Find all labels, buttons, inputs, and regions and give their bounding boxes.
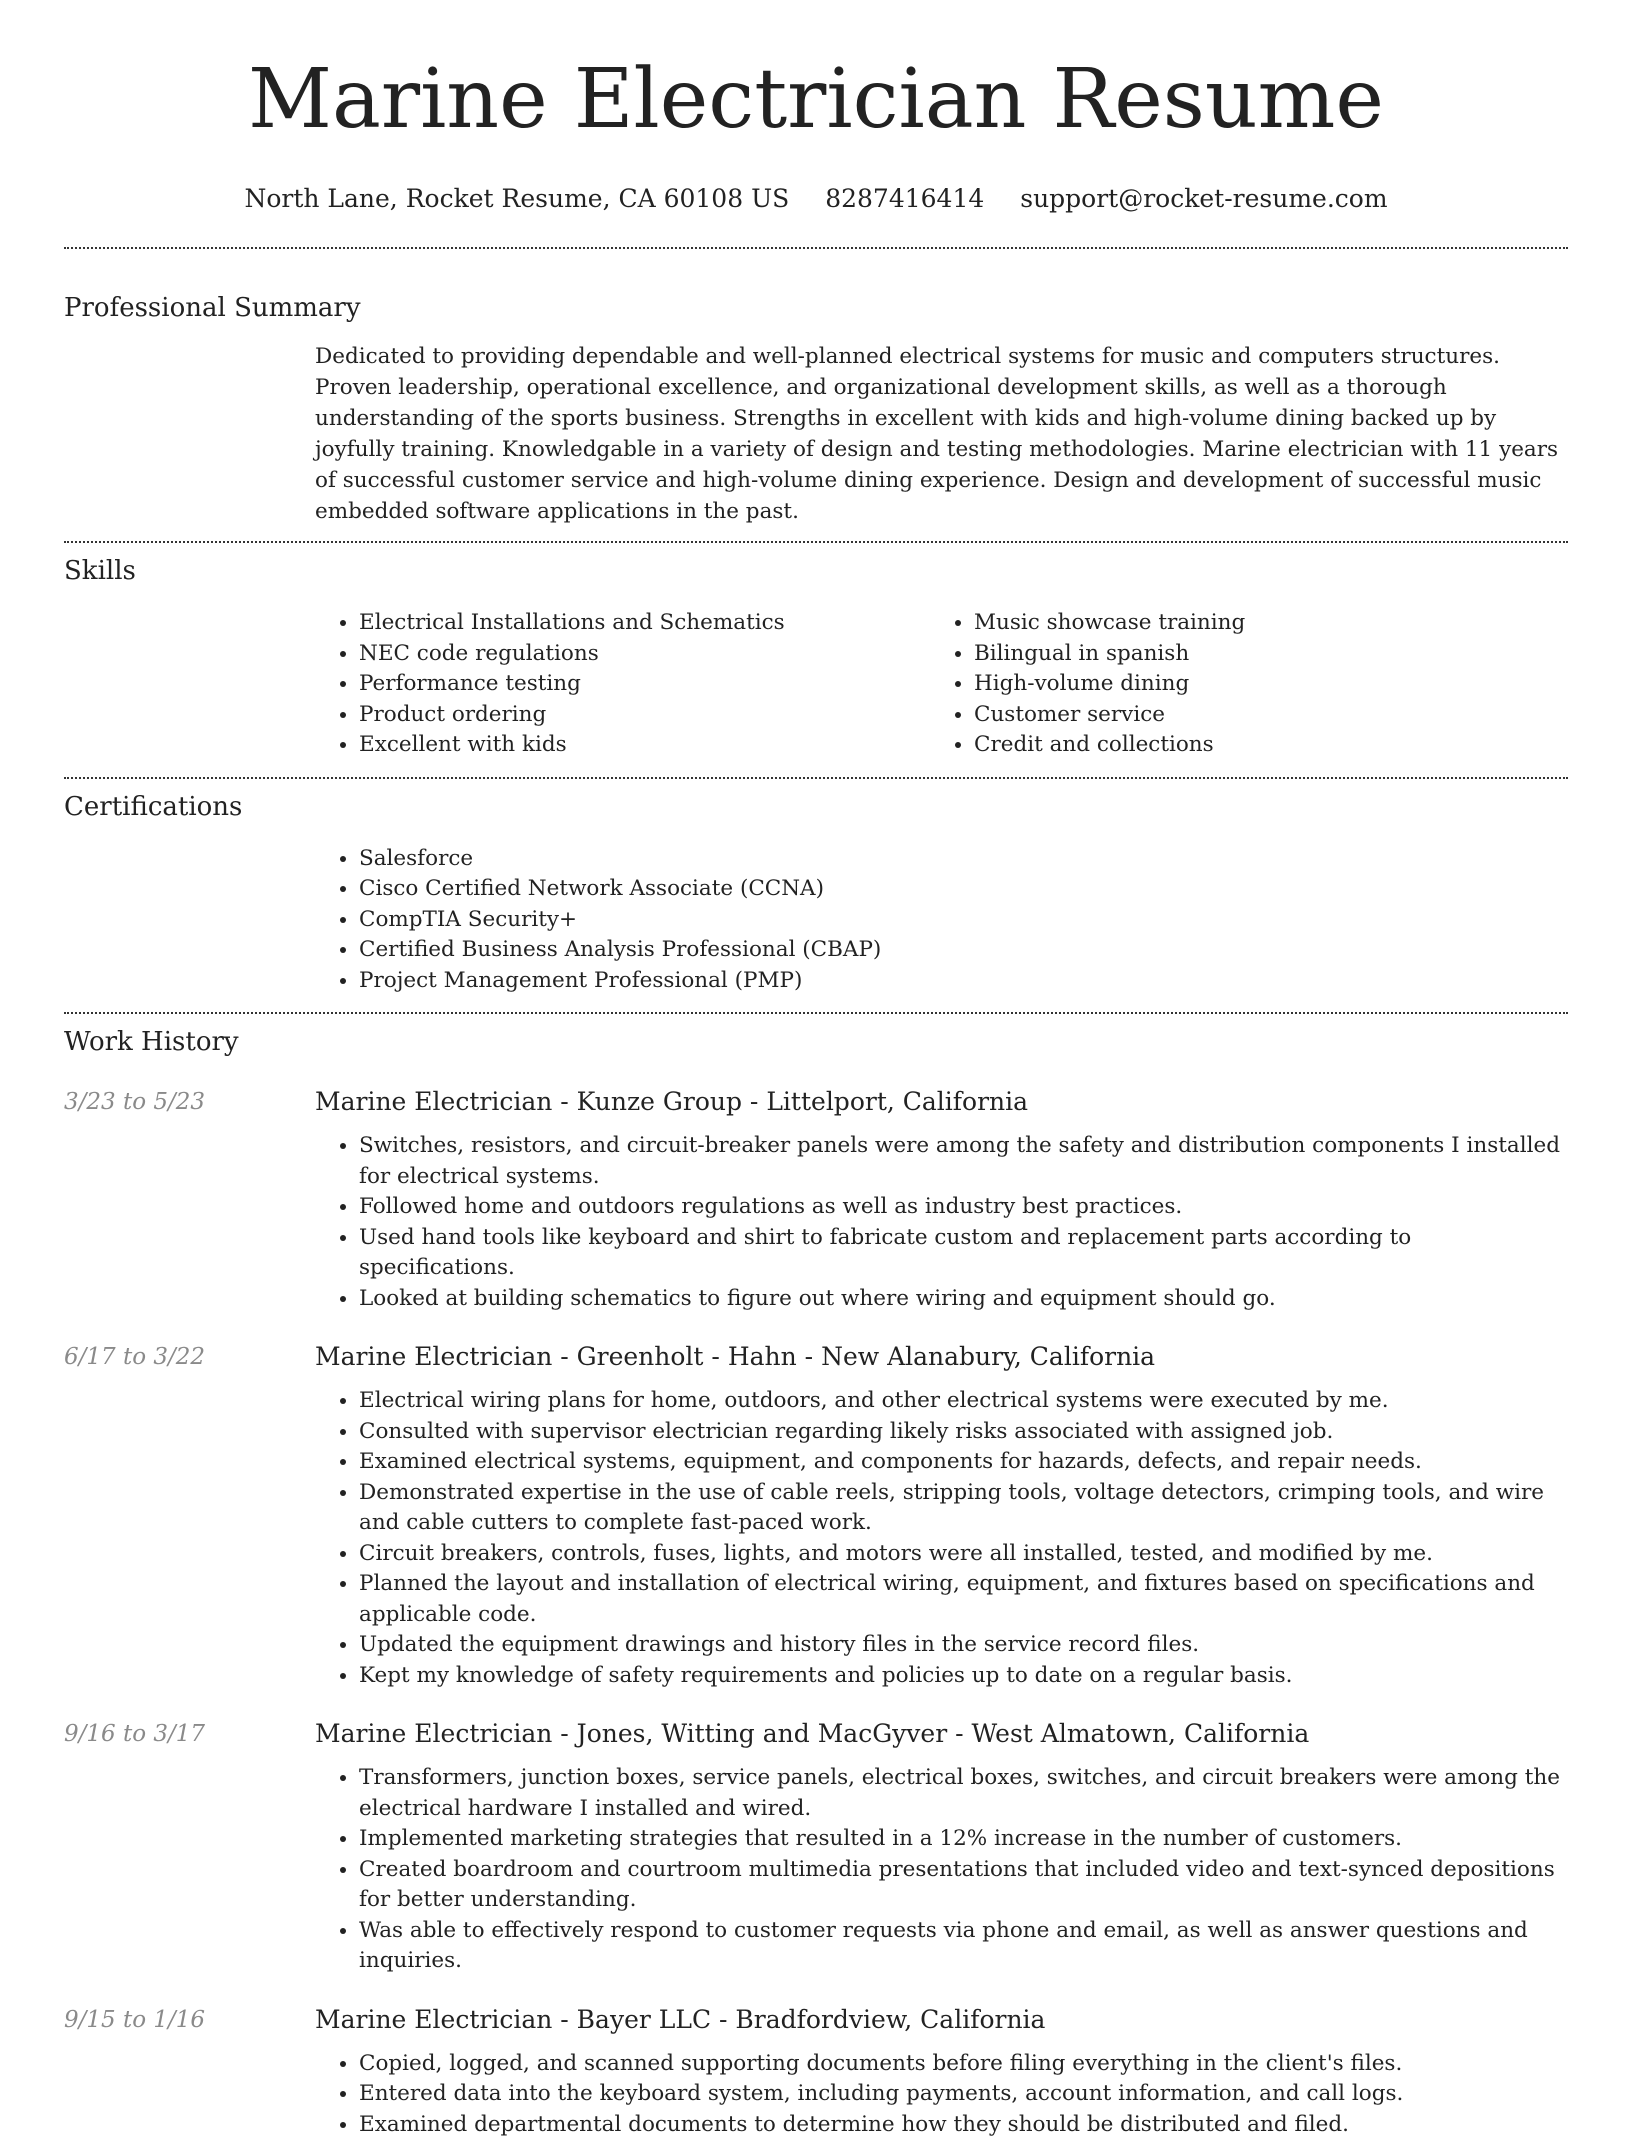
skill-item: • Customer service bbox=[974, 700, 1545, 731]
job-bullet: • Planned the layout and installation of electrical wiring, equipment, and fixtures based on specifications and applicable code. bbox=[359, 1569, 1568, 1630]
job-bullet: • Switches, resistors, and circuit-breaker panels were among the safety and distribution components I installed for electrical systems. bbox=[359, 1131, 1568, 1192]
job-entry bbox=[64, 2003, 1568, 2140]
skills-column-right bbox=[930, 608, 1545, 761]
job-body bbox=[315, 1717, 1568, 1977]
job-bullet: • Updated the equipment drawings and history files in the service record files. bbox=[359, 1630, 1568, 1661]
job-bullet: • Demonstrated expertise in the use of cable reels, stripping tools, voltage detectors, crimping tools, and wire and cable cutters to complete fast-paced work. bbox=[359, 1478, 1568, 1539]
work-history-heading: Work History bbox=[64, 1027, 1568, 1057]
job-bullet: • Circuit breakers, controls, fuses, lights, and motors were all installed, tested, and modified by me. bbox=[359, 1539, 1568, 1570]
job-bullet: • Consulted with supervisor electrician regarding likely risks associated with assigned job. bbox=[359, 1417, 1568, 1448]
skills-grid bbox=[315, 608, 1568, 761]
job-entry bbox=[64, 1085, 1568, 1314]
job-bullet: • Created boardroom and courtroom multimedia presentations that included video and text-synced depositions for better understanding. bbox=[359, 1855, 1568, 1916]
job-bullet: • Used hand tools like keyboard and shirt to fabricate custom and replacement parts according to specifications. bbox=[359, 1223, 1568, 1284]
skill-item: • Bilingual in spanish bbox=[974, 639, 1545, 670]
skills-heading: Skills bbox=[64, 556, 1568, 586]
job-title: Marine Electrician - Jones, Witting and MacGyver - West Almatown, California bbox=[315, 1717, 1568, 1751]
summary-heading: Professional Summary bbox=[64, 293, 1568, 323]
skill-item: • High-volume dining bbox=[974, 669, 1545, 700]
job-body bbox=[315, 1085, 1568, 1314]
skill-item: • Music showcase training bbox=[974, 608, 1545, 639]
job-date: 9/15 to 1/16 bbox=[64, 2003, 315, 2140]
certification-item: • Cisco Certified Network Associate (CCNA) bbox=[359, 874, 1568, 905]
section-divider bbox=[64, 247, 1568, 249]
skill-item: • Product ordering bbox=[359, 700, 930, 731]
job-date: 3/23 to 5/23 bbox=[64, 1085, 315, 1314]
certification-item: • Salesforce bbox=[359, 844, 1568, 875]
job-entry bbox=[64, 1340, 1568, 1691]
job-bullet: • Followed home and outdoors regulations as well as industry best practices. bbox=[359, 1192, 1568, 1223]
job-bullet: • Copied, logged, and scanned supporting documents before filing everything in the client's files. bbox=[359, 2049, 1568, 2080]
job-body bbox=[315, 1340, 1568, 1691]
job-body bbox=[315, 2003, 1568, 2140]
skill-item: • NEC code regulations bbox=[359, 639, 930, 670]
job-bullet: • Kept my knowledge of safety requirements and policies up to date on a regular basis. bbox=[359, 1661, 1568, 1692]
contact-phone: 8287416414 bbox=[825, 184, 984, 213]
resume-title: Marine Electrician Resume bbox=[64, 50, 1568, 150]
job-bullet: • Implemented marketing strategies that resulted in a 12% increase in the number of customers. bbox=[359, 1824, 1568, 1855]
contact-address: North Lane, Rocket Resume, CA 60108 US bbox=[244, 184, 789, 213]
job-entry bbox=[64, 1717, 1568, 1977]
work-history-list bbox=[64, 1085, 1568, 2140]
job-bullet: • Examined electrical systems, equipment, and components for hazards, defects, and repair needs. bbox=[359, 1447, 1568, 1478]
resume-page bbox=[64, 0, 1568, 2140]
job-bullet: • Entered data into the keyboard system, including payments, account information, and call logs. bbox=[359, 2079, 1568, 2110]
skill-item: • Credit and collections bbox=[974, 730, 1545, 761]
job-date: 9/16 to 3/17 bbox=[64, 1717, 315, 1977]
certification-item: • Certified Business Analysis Professional (CBAP) bbox=[359, 935, 1568, 966]
job-title: Marine Electrician - Bayer LLC - Bradfordview, California bbox=[315, 2003, 1568, 2037]
certification-item: • Project Management Professional (PMP) bbox=[359, 966, 1568, 997]
skill-item: • Excellent with kids bbox=[359, 730, 930, 761]
job-date: 6/17 to 3/22 bbox=[64, 1340, 315, 1691]
skill-item: • Electrical Installations and Schematics bbox=[359, 608, 930, 639]
skill-item: • Performance testing bbox=[359, 669, 930, 700]
summary-text: Dedicated to providing dependable and well-planned electrical systems for music and computers structures. Proven leadership, operational excellence, and organizational development skills, as well as a thorough understanding of the sports business. Strengths in excellent with kids and high-volume dining backed up by joyfully training. Knowledgable in a variety of design and testing methodologies. Marine electrician with 11 years of successful customer service and high-volume dining experience. Design and development of successful music embedded software applications in the past. bbox=[315, 341, 1568, 527]
contact-email: support@rocket-resume.com bbox=[1020, 184, 1387, 213]
job-bullet: • Electrical wiring plans for home, outdoors, and other electrical systems were executed by me. bbox=[359, 1386, 1568, 1417]
certifications-heading: Certifications bbox=[64, 792, 1568, 822]
job-bullet: • Examined departmental documents to determine how they should be distributed and filed. bbox=[359, 2110, 1568, 2140]
job-bullet: • Looked at building schematics to figure out where wiring and equipment should go. bbox=[359, 1284, 1568, 1315]
skills-column-left bbox=[315, 608, 930, 761]
job-bullet: • Transformers, junction boxes, service panels, electrical boxes, switches, and circuit breakers were among the electrical hardware I installed and wired. bbox=[359, 1763, 1568, 1824]
job-title: Marine Electrician - Greenholt - Hahn - New Alanabury, California bbox=[315, 1340, 1568, 1374]
section-divider bbox=[64, 541, 1568, 543]
section-divider bbox=[64, 777, 1568, 779]
section-divider bbox=[64, 1012, 1568, 1014]
certification-item: • CompTIA Security+ bbox=[359, 905, 1568, 936]
contact-line bbox=[64, 184, 1568, 213]
job-bullet: • Was able to effectively respond to customer requests via phone and email, as well as answer questions and inquiries. bbox=[359, 1916, 1568, 1977]
job-title: Marine Electrician - Kunze Group - Littelport, California bbox=[315, 1085, 1568, 1119]
certifications-list bbox=[315, 844, 1568, 997]
